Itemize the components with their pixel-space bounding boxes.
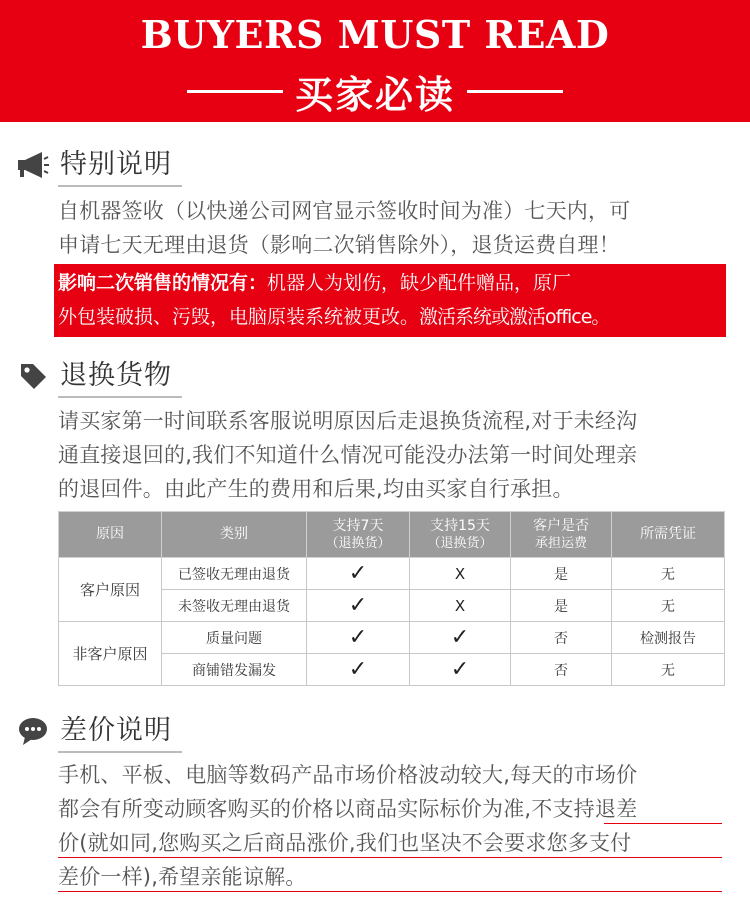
proof-cell: 检测报告 [612, 622, 725, 654]
checkmark-icon: ✓ [450, 656, 470, 682]
emphasis-underline [58, 891, 722, 892]
emphasis-text: 不支持退差 [531, 797, 638, 821]
proof-cell: 无 [612, 558, 725, 590]
table-row [59, 622, 725, 654]
text-line: 手机、平板、电脑等数码产品市场价格波动较大,每天的市场价 [58, 763, 638, 787]
shipping-cell: 否 [511, 654, 612, 686]
reason-cell: 客户原因 [59, 558, 162, 622]
support-7-day-cell [307, 590, 410, 622]
reason-cell: 非客户原因 [59, 622, 162, 686]
column-header: 支持15天 （退换货） [410, 512, 511, 558]
category-cell: 已签收无理由退货 [162, 558, 307, 590]
support-15-day-cell [410, 558, 511, 590]
checkmark-icon: ✓ [348, 624, 368, 650]
column-header: 支持7天 （退换货） [307, 512, 410, 558]
support-7-day-cell [307, 622, 410, 654]
text-line: 价(就如同,您购买之后商品涨价,我们也坚决不会要求您多支付 [58, 831, 632, 855]
emphasis-text: 差价一样) [58, 865, 152, 889]
returns-policy-table [58, 511, 725, 686]
support-15-day-cell [410, 590, 511, 622]
shipping-cell: 是 [511, 590, 612, 622]
returns-text [58, 404, 738, 506]
banner-subtitle-row [0, 64, 750, 119]
column-header: 原因 [59, 512, 162, 558]
shipping-cell: 是 [511, 558, 612, 590]
text-line: 通直接退回的,我们不知道什么情况可能没办法第一时间处理亲 [58, 443, 638, 467]
section-price-difference-header [14, 708, 172, 753]
checkmark-icon: ✓ [348, 592, 368, 618]
notice-text: 外包装破损、污毁，电脑原装系统被更改。 [58, 306, 420, 328]
section-title: 特别说明 [60, 149, 172, 180]
support-15-day-cell [410, 654, 511, 686]
banner-divider-left [187, 90, 283, 93]
text-line: 的退回件。由此产生的费用和后果,均由买家自行承担。 [58, 477, 574, 501]
category-cell: 未签收无理由退货 [162, 590, 307, 622]
column-header: 客户是否 承担运费 [511, 512, 612, 558]
text-line: 请买家第一时间联系客服说明原因后走退换货流程,对于未经沟 [58, 409, 638, 433]
checkmark-icon: ✓ [348, 656, 368, 682]
section-title-wrap [60, 708, 172, 753]
section-title-wrap [60, 142, 172, 187]
emphasis-underline [604, 823, 722, 824]
speech-bubble-icon [14, 712, 52, 750]
notice-line-2 [58, 300, 722, 334]
emphasis-underline [58, 857, 722, 858]
checkmark-icon: ✓ [450, 624, 470, 650]
proof-cell: 无 [612, 654, 725, 686]
banner-divider-right [467, 90, 563, 93]
text-line: 自机器签收（以快递公司网官显示签收时间为准）七天内，可 [58, 199, 631, 223]
section-special-notes-header [14, 142, 172, 187]
banner-title: BUYERS MUST READ [140, 12, 610, 57]
tag-icon [14, 357, 52, 395]
banner-subtitle: 买家必读 [294, 73, 455, 117]
text-line [58, 860, 738, 894]
x-mark: X [454, 564, 466, 583]
megaphone-icon [14, 146, 52, 184]
text-segment: ,希望亲能谅解。 [151, 865, 307, 889]
support-7-day-cell [307, 654, 410, 686]
text-segment: 都会有所变动顾客购买的价格以商品实际标价为准, [58, 797, 532, 821]
notice-tail: 激活系统或激活office。 [419, 306, 610, 328]
table-row [59, 558, 725, 590]
proof-cell: 无 [612, 590, 725, 622]
notice-label: 影响二次销售的情况有： [58, 272, 268, 294]
category-cell: 质量问题 [162, 622, 307, 654]
support-15-day-cell [410, 622, 511, 654]
secondary-sale-notice [54, 264, 726, 337]
section-returns-header [14, 353, 172, 398]
special-notes-text [58, 194, 738, 262]
text-line: 申请七天无理由退货（影响二次销售除外），退货运费自理！ [58, 233, 620, 257]
column-header: 类别 [162, 512, 307, 558]
column-header: 所需凭证 [612, 512, 725, 558]
x-mark: X [454, 596, 466, 615]
price-difference-text [58, 758, 738, 894]
notice-text: 机器人为划伤，缺少配件赠品，原厂 [267, 272, 572, 294]
header-banner [0, 0, 750, 122]
table-header-row [59, 512, 725, 558]
section-title: 差价说明 [60, 715, 172, 746]
notice-line-1 [58, 266, 722, 300]
checkmark-icon: ✓ [348, 560, 368, 586]
category-cell: 商铺错发漏发 [162, 654, 307, 686]
section-title-wrap [60, 353, 172, 398]
text-line [58, 792, 738, 826]
support-7-day-cell [307, 558, 410, 590]
shipping-cell: 否 [511, 622, 612, 654]
section-title: 退换货物 [60, 360, 172, 391]
